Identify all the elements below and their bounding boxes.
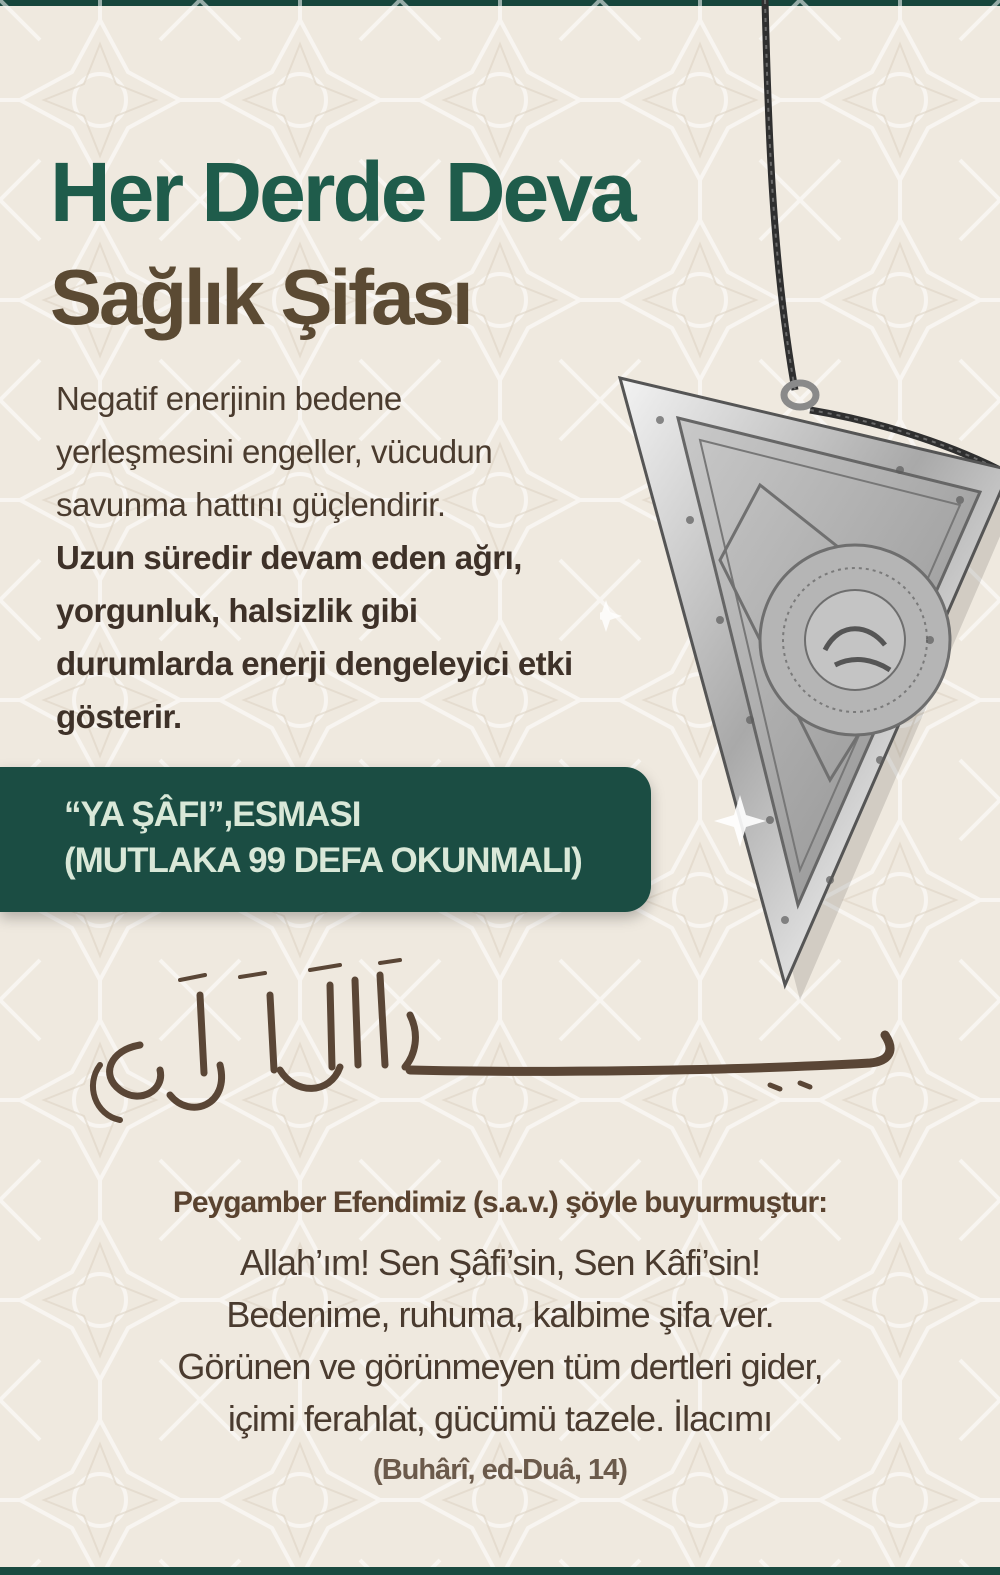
title-line-2: Sağlık Şifası: [50, 253, 471, 341]
description-line: savunma hattını güçlendirir.: [56, 486, 446, 523]
quote-line: Allah’ım! Sen Şâfi’sin, Sen Kâfi’sin!: [240, 1242, 760, 1283]
esma-banner: [0, 767, 651, 912]
quote-source: (Buhârî, ed-Duâ, 14): [373, 1454, 627, 1486]
quote-heading: Peygamber Efendimiz (s.a.v.) şöyle buyurmuştur:: [172, 1186, 828, 1219]
basmala-calligraphy: [80, 955, 920, 1135]
bottom-border-bar: [0, 1567, 1000, 1575]
quote-line: Bedenime, ruhuma, kalbime şifa ver.: [226, 1294, 774, 1335]
hadith-quote: [0, 1237, 1000, 1445]
banner-title: “YA ŞÂFI”,ESMASI: [64, 795, 361, 834]
description-text: [56, 372, 626, 743]
description-line: Negatif enerjinin bedene: [56, 380, 402, 417]
description-bold-line: Uzun süredir devam eden ağrı,: [56, 539, 522, 576]
title-line-1: Her Derde Deva: [50, 145, 634, 239]
quote-line: Görünen ve görünmeyen tüm dertleri gider,: [177, 1346, 823, 1387]
description-line: yerleşmesini engeller, vücudun: [56, 433, 493, 470]
description-bold-line: yorgunluk, halsizlik gibi: [56, 592, 418, 629]
description-bold-line: durumlarda enerji dengeleyici etki: [56, 645, 573, 682]
description-bold-line: gösterir.: [56, 698, 182, 735]
quote-line: içimi ferahlat, gücümü tazele. İlacımı: [227, 1398, 773, 1439]
amulet-image: [600, 0, 1000, 1000]
banner-subtitle: (MUTLAKA 99 DEFA OKUNMALI): [64, 841, 582, 880]
